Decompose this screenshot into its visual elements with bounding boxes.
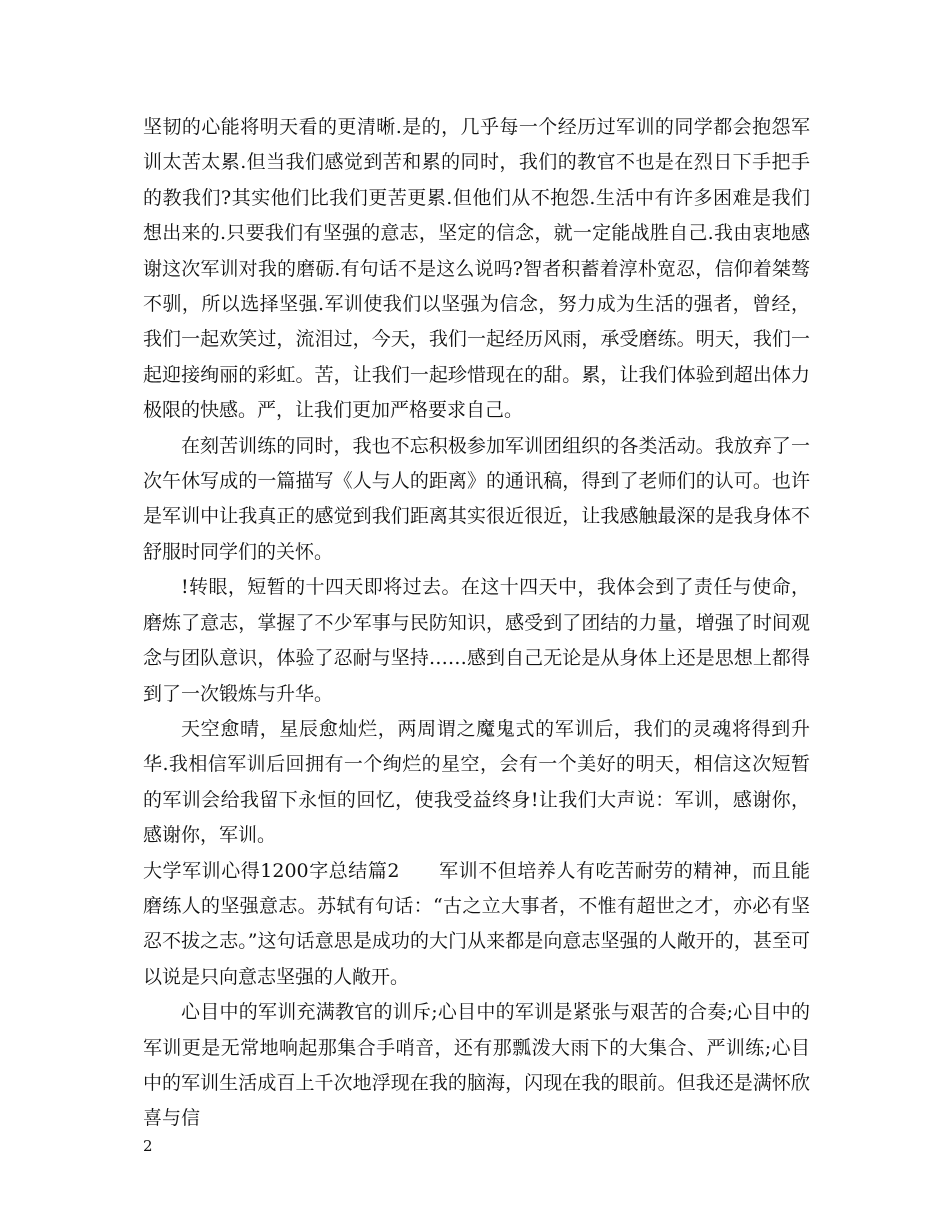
paragraph-5: 大学军训心得1200字总结篇2 军训不但培养人有吃苦耐劳的精神，而且能磨练人的坚强意志。苏轼有句话：“古之立大事者，不惟有超世之才，亦必有坚忍不拔之志。”这句话意思是成功的大门从来都是向意志坚强的人敞开的，甚至可以说是只向意志坚强的人敞开。 xyxy=(143,859,810,988)
paragraph-1: 坚韧的心能将明天看的更清晰.是的，几乎每一个经历过军训的同学都会抱怨军训太苦太累.但当我们感觉到苦和累的同时，我们的教官不也是在烈日下手把手的教我们?其实他们比我们更苦更累.但他们从不抱怨.生活中有许多困难是我们想出来的.只要我们有坚强的意志，坚定的信念，就一定能战胜自己.我由衷地感谢这次军训对我的磨砺.有句话不是这么说吗?智者积蓄着淳朴宽忍，信仰着桀骜不驯，所以选择坚强.军训使我们以坚强为信念，努力成为生活的强者，曾经，我们一起欢笑过，流泪过，今天，我们一起经历风雨，承受磨练。明天，我们一起迎接绚丽的彩虹。苦，让我们一起珍惜现在的甜。累，让我们体验到超出体力极限的快感。严，让我们更加严格要求自己。 xyxy=(143,116,810,422)
paragraph-4: 天空愈晴，星辰愈灿烂，两周谓之魔鬼式的军训后，我们的灵魂将得到升华.我相信军训后回拥有一个绚烂的星空，会有一个美好的明天，相信这次短暂的军训会给我留下永恒的回忆，使我受益终身!让我们大声说：军训，感谢你，感谢你，军训。 xyxy=(143,717,810,847)
paragraph-2: 在刻苦训练的同时，我也不忘积极参加军训团组织的各类活动。我放弃了一次午休写成的一篇描写《人与人的距离》的通讯稿，得到了老师们的认可。也许是军训中让我真正的感觉到我们距离其实很近很近，让我感触最深的是我身体不舒服时同学们的关怀。 xyxy=(143,434,810,563)
paragraph-6: 心目中的军训充满教官的训斥;心目中的军训是紧张与艰苦的合奏;心目中的军训更是无常地响起那集合手哨音，还有那瓢泼大雨下的大集合、严训练;心目中的军训生活成百上千次地浮现在我的脑海，闪现在我的眼前。但我还是满怀欣喜与信 xyxy=(143,1001,810,1130)
page-number: 2 xyxy=(143,1137,153,1155)
document-body xyxy=(143,110,810,1137)
paragraph-3: !转眼，短暂的十四天即将过去。在这十四天中，我体会到了责任与使命，磨炼了意志，掌握了不少军事与民防知识，感受到了团结的力量，增强了时间观念与团队意识，体验了忍耐与坚持……感到自己无论是从身体上还是思想上都得到了一次锻炼与升华。 xyxy=(143,576,810,705)
